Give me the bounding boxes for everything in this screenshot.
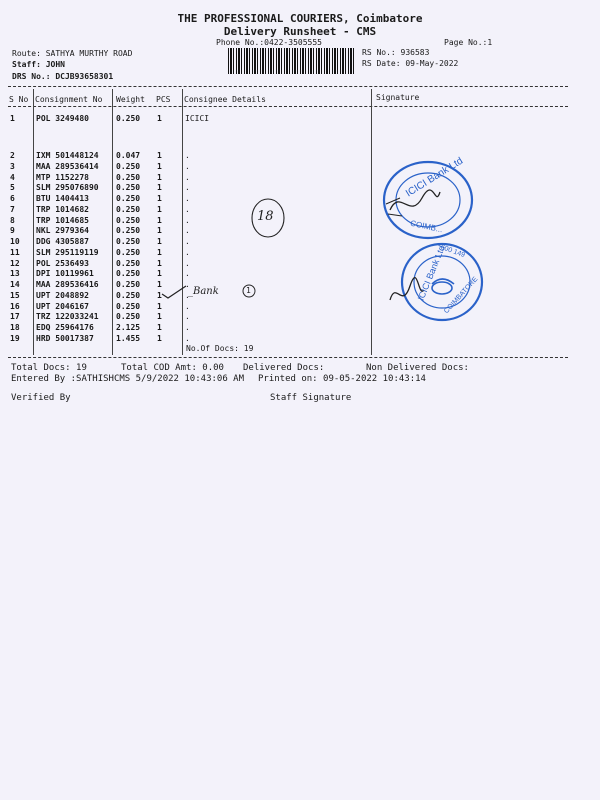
cell-consignment-no: DDG 4305887 bbox=[36, 237, 89, 246]
cell-weight: 0.250 bbox=[116, 161, 141, 171]
cell-weight: 0.250 bbox=[116, 301, 141, 311]
col-header-signature: Signature bbox=[376, 93, 420, 102]
cell-consignee-details: . bbox=[185, 172, 190, 182]
cell-consignee-details: . bbox=[185, 194, 190, 203]
cell-weight: 0.250 bbox=[116, 269, 141, 279]
table-bottom-rule bbox=[8, 357, 568, 358]
cell-consignment-no: EDQ 25964176 bbox=[36, 323, 94, 332]
route: Route: SATHYA MURTHY ROAD bbox=[12, 49, 133, 58]
document-subtitle: Delivery Runsheet - CMS bbox=[223, 25, 377, 38]
tick-mark-icon bbox=[160, 284, 190, 300]
cell-sno: 16 bbox=[10, 301, 20, 311]
cell-sno: 18 bbox=[10, 323, 20, 332]
cell-consignment-no: TRP 1014682 bbox=[36, 204, 89, 214]
printed-on: Printed on: 09-05-2022 10:43:14 bbox=[258, 374, 426, 384]
cell-consignment-no: POL 3249480 bbox=[36, 114, 89, 123]
cell-weight: 0.250 bbox=[116, 280, 141, 289]
cell-weight: 0.250 bbox=[116, 172, 141, 182]
col-header-consignment: Consignment No bbox=[35, 95, 103, 104]
col-header-sno: S No bbox=[9, 95, 29, 104]
cell-weight: 0.250 bbox=[116, 114, 141, 123]
cell-consignee-details: . bbox=[185, 290, 190, 300]
cell-sno: 8 bbox=[10, 215, 15, 225]
cell-consignee-details: . bbox=[185, 312, 190, 322]
cell-pcs: 1 bbox=[157, 237, 162, 246]
cell-consignment-no: SLM 295119119 bbox=[36, 247, 99, 257]
cell-consignment-no: MTP 1152278 bbox=[36, 172, 89, 182]
cell-weight: 0.250 bbox=[116, 215, 141, 225]
cell-pcs: 1 bbox=[157, 226, 162, 236]
cell-sno: 5 bbox=[10, 183, 15, 193]
cell-pcs: 1 bbox=[157, 280, 162, 289]
cell-sno: 1 bbox=[10, 114, 15, 123]
table-top-rule bbox=[8, 86, 568, 87]
bank-handwritten-note: _Bank bbox=[188, 286, 219, 297]
cell-consignee-details: . bbox=[185, 333, 190, 343]
circled-count: 18 bbox=[257, 209, 274, 224]
cell-sno: 4 bbox=[10, 172, 15, 182]
cell-consignee-details: . bbox=[185, 151, 190, 160]
cell-weight: 0.250 bbox=[116, 183, 141, 193]
cell-pcs: 1 bbox=[157, 290, 162, 300]
cell-weight: 1.455 bbox=[116, 333, 141, 343]
cell-consignee-details: . bbox=[185, 258, 190, 268]
cell-consignee-details: . bbox=[185, 323, 190, 332]
cell-consignment-no: TRZ 122033241 bbox=[36, 312, 99, 322]
cell-pcs: 1 bbox=[157, 215, 162, 225]
cell-pcs: 1 bbox=[157, 204, 162, 214]
cell-consignee-details: . bbox=[185, 226, 190, 236]
staff-signature: Staff Signature bbox=[270, 393, 352, 403]
verified-by: Verified By bbox=[11, 393, 71, 403]
cell-sno: 17 bbox=[10, 312, 20, 322]
cell-sno: 6 bbox=[10, 194, 15, 203]
company-title: THE PROFESSIONAL COURIERS, Coimbatore bbox=[177, 12, 423, 25]
cell-weight: 0.250 bbox=[116, 247, 141, 257]
stamp2-label: ICICI Bank Ltd bbox=[415, 243, 447, 303]
cell-pcs: 1 bbox=[157, 194, 162, 203]
cell-consignee-details: . bbox=[185, 183, 190, 193]
cell-consignee-details: . bbox=[185, 280, 190, 289]
cell-consignee-details: ICICI bbox=[185, 114, 210, 123]
cell-sno: 7 bbox=[10, 204, 15, 214]
cell-consignment-no: MAA 289536416 bbox=[36, 280, 99, 289]
cell-consignment-no: POL 2536493 bbox=[36, 258, 89, 268]
total-docs: Total Docs: 19 bbox=[11, 363, 87, 373]
cell-weight: 0.250 bbox=[116, 237, 141, 246]
non-delivered-docs: Non Delivered Docs: bbox=[366, 363, 469, 373]
cell-pcs: 1 bbox=[157, 312, 162, 322]
cell-weight: 0.250 bbox=[116, 226, 141, 236]
cell-sno: 3 bbox=[10, 161, 15, 171]
cell-consignment-no: HRD 50017387 bbox=[36, 333, 94, 343]
bank-note-number: 1 bbox=[246, 286, 251, 295]
stamp2-code: 600 149 bbox=[439, 243, 466, 260]
cell-sno: 2 bbox=[10, 151, 15, 160]
cell-sno: 12 bbox=[10, 258, 20, 268]
cell-consignment-no: NKL 2979364 bbox=[36, 226, 89, 236]
cell-pcs: 1 bbox=[157, 301, 162, 311]
cell-consignment-no: IXM 501448124 bbox=[36, 151, 99, 160]
cell-consignment-no: UPT 2046167 bbox=[36, 301, 89, 311]
total-cod-amount: Total COD Amt: 0.00 bbox=[121, 363, 224, 373]
table-header-rule bbox=[8, 106, 568, 107]
cell-weight: 0.250 bbox=[116, 194, 141, 203]
cell-consignee-details: . bbox=[185, 269, 190, 279]
drs-number: DRS No.: DCJB93658301 bbox=[12, 72, 114, 81]
cell-consignment-no: TRP 1014685 bbox=[36, 215, 89, 225]
barcode bbox=[228, 48, 356, 74]
cell-consignee-details: . bbox=[185, 247, 190, 257]
cell-weight: 0.047 bbox=[116, 151, 141, 160]
cell-weight: 0.250 bbox=[116, 204, 141, 214]
cell-pcs: 1 bbox=[157, 161, 162, 171]
rs-date: RS Date: 09-May-2022 bbox=[362, 59, 459, 68]
cell-consignment-no: MAA 289536414 bbox=[36, 161, 99, 171]
no-of-docs: No.Of Docs: 19 bbox=[186, 344, 254, 353]
entered-by: Entered By :SATHISHCMS 5/9/2022 10:43:06 AM bbox=[11, 374, 244, 384]
cell-pcs: 1 bbox=[157, 323, 162, 332]
cell-consignment-no: BTU 1404413 bbox=[36, 194, 89, 203]
cell-pcs: 1 bbox=[157, 172, 162, 182]
cell-weight: 0.250 bbox=[116, 290, 141, 300]
col-header-pcs: PCS bbox=[156, 95, 171, 104]
staff-name: Staff: JOHN bbox=[12, 60, 65, 69]
col-header-weight: Weight bbox=[116, 95, 145, 104]
cell-pcs: 1 bbox=[157, 114, 162, 123]
col-header-consignee: Consignee Details bbox=[184, 95, 266, 104]
cell-sno: 9 bbox=[10, 226, 15, 236]
cell-sno: 19 bbox=[10, 333, 20, 343]
cell-sno: 10 bbox=[10, 237, 20, 246]
cell-sno: 15 bbox=[10, 290, 20, 300]
cell-sno: 11 bbox=[10, 247, 20, 257]
cell-consignment-no: SLM 295076890 bbox=[36, 183, 99, 193]
cell-consignment-no: UPT 2048892 bbox=[36, 290, 89, 300]
cell-pcs: 1 bbox=[157, 333, 162, 343]
cell-consignee-details: . bbox=[185, 237, 190, 246]
cell-consignment-no: DPI 10119961 bbox=[36, 269, 94, 279]
delivered-docs: Delivered Docs: bbox=[243, 363, 325, 373]
cell-pcs: 1 bbox=[157, 151, 162, 160]
cell-consignee-details: . bbox=[185, 301, 190, 311]
cell-pcs: 1 bbox=[157, 258, 162, 268]
cell-sno: 14 bbox=[10, 280, 20, 289]
cell-sno: 13 bbox=[10, 269, 20, 279]
cell-consignee-details: . bbox=[185, 204, 190, 214]
stamp2-city: COIMBATORE bbox=[443, 275, 480, 316]
phone-number: Phone No.:0422-3505555 bbox=[216, 38, 322, 47]
cell-weight: 0.250 bbox=[116, 312, 141, 322]
cell-weight: 2.125 bbox=[116, 323, 141, 332]
stamp1-label: ICICI Bank Ltd bbox=[404, 155, 466, 200]
page-number: Page No.:1 bbox=[444, 38, 493, 47]
stamp1-city: COIMB... bbox=[409, 218, 444, 235]
cell-consignee-details: . bbox=[185, 161, 190, 171]
rs-number: RS No.: 936583 bbox=[362, 48, 430, 57]
cell-pcs: 1 bbox=[157, 183, 162, 193]
cell-pcs: 1 bbox=[157, 247, 162, 257]
cell-consignee-details: . bbox=[185, 215, 190, 225]
cell-weight: 0.250 bbox=[116, 258, 141, 268]
cell-pcs: 1 bbox=[157, 269, 162, 279]
